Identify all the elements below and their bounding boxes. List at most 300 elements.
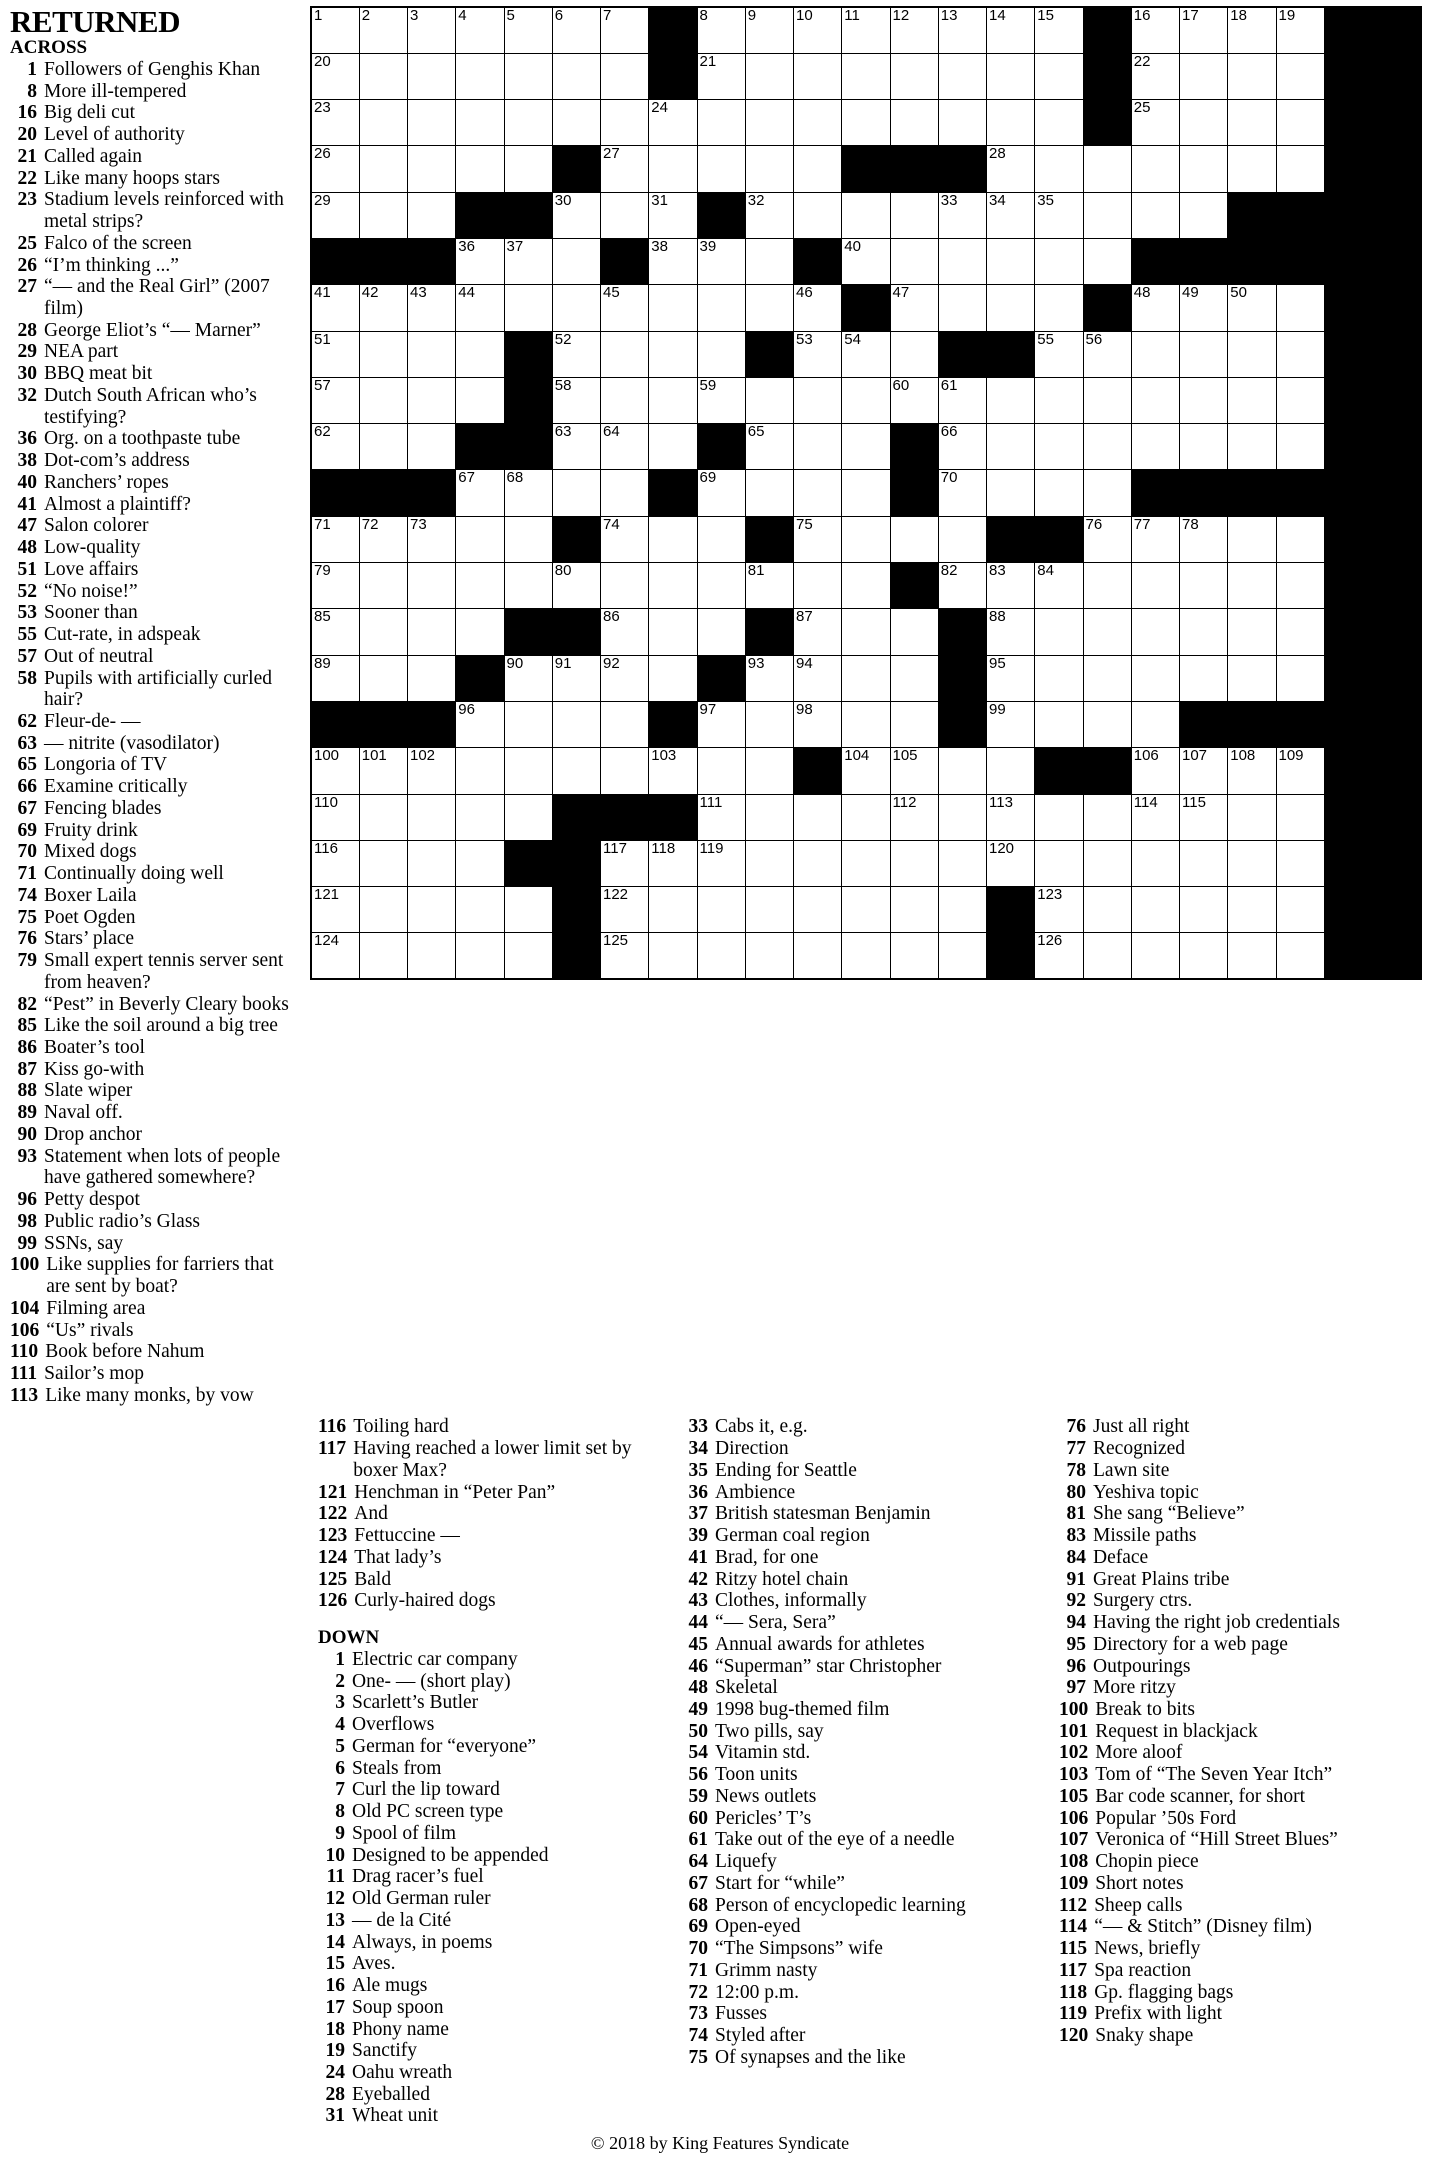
grid-cell[interactable] (1131, 7, 1179, 53)
grid-cell[interactable] (938, 470, 986, 516)
grid-cell[interactable] (408, 53, 456, 99)
grid-cell[interactable] (1276, 609, 1324, 655)
grid-cell[interactable] (408, 563, 456, 609)
grid-cell[interactable] (649, 377, 697, 423)
grid-cell[interactable] (1131, 516, 1179, 562)
grid-cell[interactable] (408, 146, 456, 192)
clue-item[interactable] (10, 341, 300, 363)
clue-item[interactable] (10, 515, 300, 537)
grid-cell[interactable] (842, 53, 890, 99)
grid-cell[interactable] (359, 192, 407, 238)
grid-cell[interactable] (359, 655, 407, 701)
grid-cell[interactable] (938, 7, 986, 53)
grid-cell[interactable] (1083, 192, 1131, 238)
grid-cell[interactable] (311, 100, 359, 146)
grid-cell[interactable] (1083, 331, 1131, 377)
grid-cell[interactable] (938, 100, 986, 146)
grid-cell[interactable] (890, 933, 938, 979)
grid-cell[interactable] (842, 794, 890, 840)
clue-item[interactable] (10, 798, 300, 820)
clue-item[interactable] (1059, 1590, 1430, 1612)
clue-item[interactable] (10, 1211, 300, 1233)
grid-cell[interactable] (1131, 377, 1179, 423)
grid-cell[interactable] (601, 331, 649, 377)
grid-cell[interactable] (1083, 794, 1131, 840)
clue-item[interactable] (1059, 1938, 1430, 1960)
grid-cell[interactable] (1131, 748, 1179, 794)
grid-cell[interactable] (1035, 100, 1083, 146)
grid-cell[interactable] (311, 840, 359, 886)
clue-item[interactable] (681, 1764, 1041, 1786)
grid-cell[interactable] (359, 7, 407, 53)
grid-cell[interactable] (697, 100, 745, 146)
grid-cell[interactable] (794, 100, 842, 146)
grid-cell[interactable] (745, 285, 793, 331)
grid-cell[interactable] (359, 840, 407, 886)
clue-item[interactable] (1059, 1634, 1430, 1656)
clue-item[interactable] (10, 1298, 300, 1320)
grid-cell[interactable] (938, 794, 986, 840)
grid-cell[interactable] (745, 748, 793, 794)
clue-item[interactable] (10, 950, 300, 993)
clue-item[interactable] (681, 1808, 1041, 1830)
grid-cell[interactable] (601, 285, 649, 331)
grid-cell[interactable] (987, 655, 1035, 701)
clue-item[interactable] (1059, 1569, 1430, 1591)
clue-item[interactable] (10, 841, 300, 863)
clue-item[interactable] (681, 1960, 1041, 1982)
grid-cell[interactable] (794, 377, 842, 423)
grid-cell[interactable] (1276, 840, 1324, 886)
clue-item[interactable] (10, 233, 300, 255)
grid-cell[interactable] (601, 7, 649, 53)
grid-cell[interactable] (408, 794, 456, 840)
grid-cell[interactable] (697, 285, 745, 331)
grid-cell[interactable] (504, 933, 552, 979)
clue-item[interactable] (681, 1438, 1041, 1460)
grid-cell[interactable] (408, 285, 456, 331)
clue-item[interactable] (318, 1736, 663, 1758)
clue-item[interactable] (10, 646, 300, 668)
clue-item[interactable] (10, 59, 300, 81)
grid-cell[interactable] (311, 563, 359, 609)
grid-cell[interactable] (987, 563, 1035, 609)
grid-cell[interactable] (745, 794, 793, 840)
grid-cell[interactable] (1228, 563, 1276, 609)
grid-cell[interactable] (408, 887, 456, 933)
grid-cell[interactable] (890, 840, 938, 886)
grid-cell[interactable] (311, 285, 359, 331)
grid-cell[interactable] (552, 701, 600, 747)
clue-item[interactable] (318, 2084, 663, 2106)
grid-cell[interactable] (1180, 933, 1228, 979)
clue-item[interactable] (1059, 1721, 1430, 1743)
grid-cell[interactable] (1180, 794, 1228, 840)
clue-item[interactable] (318, 1547, 663, 1569)
grid-cell[interactable] (504, 887, 552, 933)
grid-cell[interactable] (1228, 285, 1276, 331)
grid-cell[interactable] (1276, 53, 1324, 99)
clue-item[interactable] (681, 1482, 1041, 1504)
grid-cell[interactable] (1228, 887, 1276, 933)
clue-item[interactable] (1059, 1895, 1430, 1917)
grid-cell[interactable] (938, 377, 986, 423)
clue-item[interactable] (318, 1823, 663, 1845)
grid-cell[interactable] (456, 285, 504, 331)
clue-item[interactable] (10, 1037, 300, 1059)
clue-item[interactable] (1059, 1460, 1430, 1482)
grid-cell[interactable] (794, 840, 842, 886)
grid-cell[interactable] (1276, 655, 1324, 701)
grid-cell[interactable] (649, 609, 697, 655)
clue-item[interactable] (10, 994, 300, 1016)
grid-cell[interactable] (1083, 377, 1131, 423)
clue-item[interactable] (681, 1656, 1041, 1678)
clue-item[interactable] (1059, 1612, 1430, 1634)
grid-cell[interactable] (938, 285, 986, 331)
grid-cell[interactable] (1083, 840, 1131, 886)
grid-cell[interactable] (552, 285, 600, 331)
grid-cell[interactable] (794, 192, 842, 238)
clue-item[interactable] (1059, 1416, 1430, 1438)
grid-cell[interactable] (697, 794, 745, 840)
grid-cell[interactable] (1180, 377, 1228, 423)
grid-cell[interactable] (1035, 655, 1083, 701)
grid-cell[interactable] (552, 7, 600, 53)
grid-cell[interactable] (601, 748, 649, 794)
clue-item[interactable] (10, 1015, 300, 1037)
grid-cell[interactable] (1276, 516, 1324, 562)
grid-cell[interactable] (649, 516, 697, 562)
grid-cell[interactable] (1035, 794, 1083, 840)
grid-cell[interactable] (987, 146, 1035, 192)
grid-cell[interactable] (1131, 794, 1179, 840)
clue-item[interactable] (10, 668, 300, 711)
grid-cell[interactable] (1083, 470, 1131, 516)
grid-cell[interactable] (697, 887, 745, 933)
grid-cell[interactable] (552, 238, 600, 284)
clue-item[interactable] (681, 2025, 1041, 2047)
grid-cell[interactable] (842, 840, 890, 886)
grid-cell[interactable] (311, 655, 359, 701)
grid-cell[interactable] (311, 192, 359, 238)
grid-cell[interactable] (456, 470, 504, 516)
clue-item[interactable] (318, 1671, 663, 1693)
grid-cell[interactable] (456, 100, 504, 146)
grid-cell[interactable] (1180, 840, 1228, 886)
clue-item[interactable] (1059, 1677, 1430, 1699)
clue-item[interactable] (318, 1845, 663, 1867)
grid-cell[interactable] (359, 887, 407, 933)
clue-item[interactable] (1059, 1916, 1430, 1938)
clue-item[interactable] (1059, 1699, 1430, 1721)
grid-cell[interactable] (552, 470, 600, 516)
grid-cell[interactable] (890, 609, 938, 655)
grid-cell[interactable] (456, 53, 504, 99)
grid-cell[interactable] (842, 238, 890, 284)
grid-cell[interactable] (794, 331, 842, 377)
clue-item[interactable] (1059, 1764, 1430, 1786)
grid-cell[interactable] (1276, 100, 1324, 146)
grid-cell[interactable] (1035, 701, 1083, 747)
grid-cell[interactable] (601, 609, 649, 655)
clue-item[interactable] (10, 320, 300, 342)
grid-cell[interactable] (1228, 424, 1276, 470)
grid-cell[interactable] (745, 53, 793, 99)
grid-cell[interactable] (697, 7, 745, 53)
grid-cell[interactable] (1131, 609, 1179, 655)
grid-cell[interactable] (697, 238, 745, 284)
grid-cell[interactable] (1131, 840, 1179, 886)
grid-cell[interactable] (890, 53, 938, 99)
clue-item[interactable] (318, 1692, 663, 1714)
clue-item[interactable] (318, 1525, 663, 1547)
grid-cell[interactable] (745, 377, 793, 423)
grid-cell[interactable] (1035, 887, 1083, 933)
grid-cell[interactable] (408, 748, 456, 794)
grid-cell[interactable] (987, 840, 1035, 886)
grid-cell[interactable] (1228, 7, 1276, 53)
grid-cell[interactable] (842, 470, 890, 516)
grid-cell[interactable] (794, 887, 842, 933)
grid-cell[interactable] (456, 146, 504, 192)
grid-cell[interactable] (1180, 655, 1228, 701)
grid-cell[interactable] (311, 331, 359, 377)
clue-item[interactable] (10, 1320, 300, 1342)
grid-cell[interactable] (1180, 748, 1228, 794)
grid-cell[interactable] (987, 377, 1035, 423)
grid-cell[interactable] (1131, 100, 1179, 146)
grid-cell[interactable] (311, 53, 359, 99)
clue-item[interactable] (318, 1714, 663, 1736)
grid-cell[interactable] (1131, 424, 1179, 470)
grid-cell[interactable] (456, 701, 504, 747)
clue-item[interactable] (10, 189, 300, 232)
clue-item[interactable] (1059, 1851, 1430, 1873)
grid-cell[interactable] (504, 748, 552, 794)
clue-item[interactable] (10, 124, 300, 146)
grid-cell[interactable] (649, 146, 697, 192)
grid-cell[interactable] (408, 840, 456, 886)
grid-cell[interactable] (1276, 563, 1324, 609)
grid-cell[interactable] (601, 701, 649, 747)
grid-cell[interactable] (408, 192, 456, 238)
clue-item[interactable] (10, 537, 300, 559)
grid-cell[interactable] (311, 7, 359, 53)
grid-cell[interactable] (456, 933, 504, 979)
clue-item[interactable] (681, 1895, 1041, 1917)
grid-cell[interactable] (456, 794, 504, 840)
grid-cell[interactable] (697, 516, 745, 562)
grid-cell[interactable] (359, 609, 407, 655)
grid-cell[interactable] (890, 516, 938, 562)
grid-cell[interactable] (1180, 100, 1228, 146)
clue-item[interactable] (10, 1341, 300, 1363)
grid-cell[interactable] (987, 100, 1035, 146)
grid-cell[interactable] (938, 840, 986, 886)
grid-cell[interactable] (745, 146, 793, 192)
clue-item[interactable] (318, 1416, 663, 1438)
grid-cell[interactable] (359, 748, 407, 794)
grid-cell[interactable] (1131, 53, 1179, 99)
grid-cell[interactable] (697, 377, 745, 423)
grid-cell[interactable] (552, 53, 600, 99)
grid-cell[interactable] (601, 563, 649, 609)
grid-cell[interactable] (649, 192, 697, 238)
grid-cell[interactable] (504, 655, 552, 701)
grid-cell[interactable] (1083, 563, 1131, 609)
grid-cell[interactable] (794, 701, 842, 747)
grid-cell[interactable] (1180, 887, 1228, 933)
clue-item[interactable] (681, 1699, 1041, 1721)
grid-cell[interactable] (745, 701, 793, 747)
grid-cell[interactable] (456, 887, 504, 933)
grid-cell[interactable] (359, 377, 407, 423)
grid-cell[interactable] (1083, 933, 1131, 979)
grid-cell[interactable] (794, 424, 842, 470)
grid-cell[interactable] (794, 285, 842, 331)
grid-cell[interactable] (456, 331, 504, 377)
grid-cell[interactable] (1228, 377, 1276, 423)
grid-cell[interactable] (456, 238, 504, 284)
clue-item[interactable] (10, 733, 300, 755)
clue-item[interactable] (318, 1801, 663, 1823)
grid-cell[interactable] (504, 53, 552, 99)
grid-cell[interactable] (697, 748, 745, 794)
grid-cell[interactable] (1083, 516, 1131, 562)
grid-cell[interactable] (601, 933, 649, 979)
grid-cell[interactable] (842, 655, 890, 701)
clue-item[interactable] (10, 711, 300, 733)
grid-cell[interactable] (1180, 7, 1228, 53)
grid-cell[interactable] (697, 53, 745, 99)
grid-cell[interactable] (552, 563, 600, 609)
clue-item[interactable] (681, 1416, 1041, 1438)
clue-item[interactable] (318, 1503, 663, 1525)
grid-cell[interactable] (938, 238, 986, 284)
clue-item[interactable] (681, 1938, 1041, 1960)
grid-cell[interactable] (601, 655, 649, 701)
clue-item[interactable] (10, 363, 300, 385)
grid-cell[interactable] (359, 563, 407, 609)
grid-cell[interactable] (408, 100, 456, 146)
grid-cell[interactable] (842, 887, 890, 933)
grid-cell[interactable] (938, 748, 986, 794)
grid-cell[interactable] (359, 53, 407, 99)
clue-item[interactable] (318, 1866, 663, 1888)
grid-cell[interactable] (745, 887, 793, 933)
clue-item[interactable] (1059, 1808, 1430, 1830)
grid-cell[interactable] (890, 655, 938, 701)
grid-cell[interactable] (1228, 516, 1276, 562)
clue-item[interactable] (10, 385, 300, 428)
grid-cell[interactable] (456, 516, 504, 562)
clue-item[interactable] (10, 1233, 300, 1255)
clue-item[interactable] (318, 2040, 663, 2062)
grid-cell[interactable] (745, 933, 793, 979)
clue-item[interactable] (10, 776, 300, 798)
grid-cell[interactable] (359, 516, 407, 562)
grid-cell[interactable] (1035, 146, 1083, 192)
grid-cell[interactable] (456, 840, 504, 886)
crossword-grid[interactable] (310, 6, 1422, 980)
grid-cell[interactable] (987, 470, 1035, 516)
grid-cell[interactable] (504, 238, 552, 284)
clue-item[interactable] (10, 1124, 300, 1146)
grid-cell[interactable] (1035, 424, 1083, 470)
grid-cell[interactable] (1276, 933, 1324, 979)
grid-cell[interactable] (601, 470, 649, 516)
clue-item[interactable] (318, 1649, 663, 1671)
grid-cell[interactable] (697, 563, 745, 609)
grid-cell[interactable] (1131, 933, 1179, 979)
grid-cell[interactable] (456, 563, 504, 609)
grid-cell[interactable] (311, 424, 359, 470)
grid-cell[interactable] (456, 7, 504, 53)
clue-item[interactable] (1059, 2025, 1430, 2047)
grid-cell[interactable] (1228, 840, 1276, 886)
grid-cell[interactable] (745, 238, 793, 284)
grid-cell[interactable] (890, 238, 938, 284)
grid-cell[interactable] (311, 146, 359, 192)
grid-cell[interactable] (938, 563, 986, 609)
grid-cell[interactable] (504, 470, 552, 516)
clue-item[interactable] (10, 885, 300, 907)
grid-cell[interactable] (794, 563, 842, 609)
grid-cell[interactable] (938, 424, 986, 470)
grid-cell[interactable] (1276, 377, 1324, 423)
grid-cell[interactable] (552, 377, 600, 423)
clue-item[interactable] (681, 1873, 1041, 1895)
grid-cell[interactable] (987, 238, 1035, 284)
grid-cell[interactable] (987, 424, 1035, 470)
grid-cell[interactable] (1131, 192, 1179, 238)
grid-cell[interactable] (890, 331, 938, 377)
grid-cell[interactable] (842, 192, 890, 238)
clue-item[interactable] (681, 1547, 1041, 1569)
grid-cell[interactable] (1228, 655, 1276, 701)
clue-item[interactable] (1059, 2003, 1430, 2025)
clue-item[interactable] (681, 1590, 1041, 1612)
grid-cell[interactable] (408, 933, 456, 979)
grid-cell[interactable] (987, 748, 1035, 794)
clue-item[interactable] (681, 1460, 1041, 1482)
clue-item[interactable] (318, 1910, 663, 1932)
grid-cell[interactable] (1276, 7, 1324, 53)
grid-cell[interactable] (649, 238, 697, 284)
clue-item[interactable] (10, 1102, 300, 1124)
clue-item[interactable] (10, 1363, 300, 1385)
grid-cell[interactable] (1035, 840, 1083, 886)
grid-cell[interactable] (504, 701, 552, 747)
clue-item[interactable] (681, 1677, 1041, 1699)
clue-item[interactable] (681, 1786, 1041, 1808)
grid-cell[interactable] (1035, 563, 1083, 609)
grid-cell[interactable] (1180, 285, 1228, 331)
grid-cell[interactable] (311, 516, 359, 562)
clue-item[interactable] (318, 1569, 663, 1591)
grid-cell[interactable] (504, 285, 552, 331)
clue-item[interactable] (681, 1612, 1041, 1634)
grid-cell[interactable] (987, 7, 1035, 53)
grid-cell[interactable] (987, 192, 1035, 238)
clue-item[interactable] (1059, 1873, 1430, 1895)
grid-cell[interactable] (649, 933, 697, 979)
clue-item[interactable] (318, 1997, 663, 2019)
grid-cell[interactable] (890, 748, 938, 794)
grid-cell[interactable] (842, 7, 890, 53)
grid-cell[interactable] (408, 377, 456, 423)
